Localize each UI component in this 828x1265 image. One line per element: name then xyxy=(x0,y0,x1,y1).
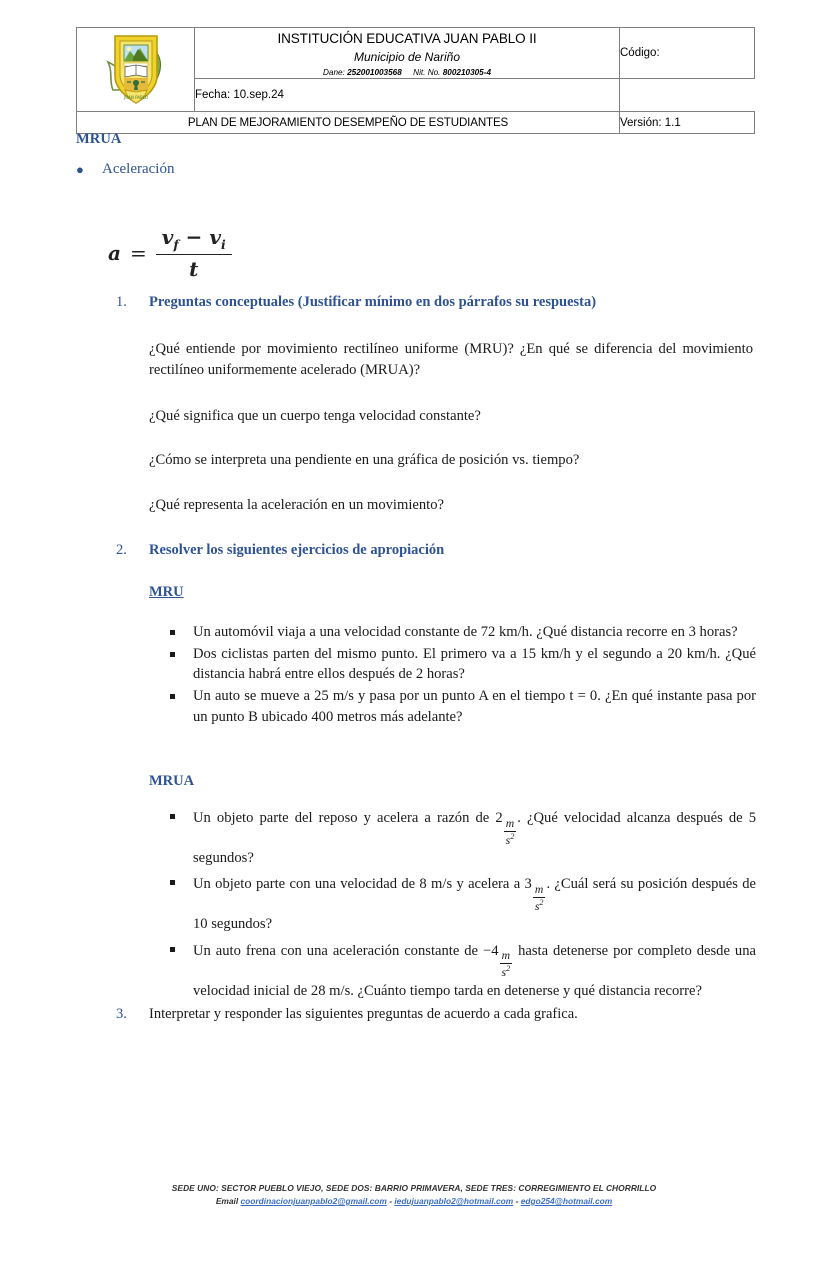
unit-denominator xyxy=(504,832,517,847)
svg-text:JUAN PABLO: JUAN PABLO xyxy=(123,94,148,100)
list-item xyxy=(168,872,756,937)
exercise-text-post: . ¿Qué velocidad alcanza después de 5 segundos? xyxy=(193,810,756,867)
institution-ids xyxy=(195,68,619,77)
list-item-3-number: 3. xyxy=(116,1006,127,1022)
dane-label: Dane: xyxy=(322,67,345,77)
list-item xyxy=(168,939,756,1004)
bullet-aceleracion-label: Aceleración xyxy=(102,161,175,177)
list-item-2-title: Resolver los siguientes ejercicios de apropiación xyxy=(149,542,445,558)
conceptual-question-1: ¿Qué entiende por movimiento rectilíneo uniforme (MRU)? ¿En qué se diferencia del movimiento rectilíneo uniformemente acelerado (MRUA)? xyxy=(149,341,753,378)
subheading-mru: MRU xyxy=(149,584,184,600)
formula-lhs: a xyxy=(108,241,121,265)
page-title: MRUA xyxy=(76,131,122,147)
bullet-dot-icon: ● xyxy=(76,161,84,177)
list-item-1-number: 1. xyxy=(116,294,127,310)
unit-denominator xyxy=(533,898,546,913)
nit-value: 800210305-4 xyxy=(442,67,492,77)
version-cell: Versión: 1.1 xyxy=(620,112,755,134)
fecha-cell: Fecha: 10.sep.24 xyxy=(195,79,620,112)
mru-exercise-list xyxy=(168,622,756,729)
footer-email-label: Email xyxy=(215,1196,239,1206)
unit-fraction xyxy=(504,818,517,846)
list-item: Un auto se mueve a 25 m/s y pasa por un punto A en el tiempo t = 0. ¿En qué instante pasa por un punto B ubicado 400 metros más adelante? xyxy=(168,686,756,727)
unit-den-exp: 2 xyxy=(506,964,511,974)
footer-email-1[interactable]: coordinacionjuanpablo2@gmail.com xyxy=(240,1196,387,1206)
unit-fraction xyxy=(500,950,513,978)
exercise-text-pre: Un objeto parte con una velocidad de 8 m/s y acelera a 3 xyxy=(193,876,532,893)
unit-den-base: s xyxy=(534,899,540,913)
exercise-text-post: hasta detenerse por completo desde una velocidad inicial de 28 m/s. ¿Cuánto tiempo tarda en detenerse y qué distancia recorre? xyxy=(193,942,756,999)
list-item-1-title: Preguntas conceptuales (Justificar mínimo en dos párrafos su respuesta) xyxy=(149,294,597,310)
unit-denominator xyxy=(500,964,513,979)
exercise-text-pre: Un objeto parte del reposo y acelera a razón de 2 xyxy=(193,810,503,826)
footer-email-2[interactable]: iedujuanpablo2@hotmail.com xyxy=(394,1196,514,1206)
list-item-2 xyxy=(116,541,756,561)
conceptual-question-3: ¿Cómo se interpreta una pendiente en una gráfica de posición vs. tiempo? xyxy=(149,452,580,468)
plan-title-cell: PLAN DE MEJORAMIENTO DESEMPEÑO DE ESTUDIANTES xyxy=(77,112,620,134)
list-item: Un automóvil viaja a una velocidad constante de 72 km/h. ¿Qué distancia recorre en 3 horas? xyxy=(168,622,756,643)
school-crest-icon xyxy=(105,32,167,108)
institution-name: INSTITUCIÓN EDUCATIVA JUAN PABLO II xyxy=(277,30,537,46)
unit-den-exp: 2 xyxy=(539,897,544,907)
conceptual-question-4: ¿Qué representa la aceleración en un movimiento? xyxy=(149,497,444,513)
subheading-mrua: MRUA xyxy=(149,773,195,789)
bullet-aceleracion xyxy=(76,161,476,178)
conceptual-question-2: ¿Qué significa que un cuerpo tenga velocidad constante? xyxy=(149,408,481,424)
exercise-text-pre: Un auto frena con una aceleración constante de −4 xyxy=(193,942,499,959)
unit-den-exp: 2 xyxy=(510,831,515,841)
dane-value: 252001003568 xyxy=(347,67,402,77)
list-item: Dos ciclistas parten del mismo punto. El primero va a 15 km/h y el segundo a 20 km/h. ¿Qué distancia habrá entre ellos después de 2 horas? xyxy=(168,644,756,685)
document-footer xyxy=(0,1183,828,1206)
formula-fraction xyxy=(156,225,232,281)
list-item-1 xyxy=(116,293,756,313)
formula-vi-sub: i xyxy=(221,237,226,252)
municipality-name: Municipio de Nariño xyxy=(353,49,461,64)
formula-denominator: t xyxy=(189,257,199,281)
footer-email-separator-1: - xyxy=(389,1196,392,1206)
footer-sedes: SEDE UNO: SECTOR PUEBLO VIEJO, SEDE DOS: BARRIO PRIMAVERA, SEDE TRES: CORREGIMIENTO EL CHORRILLO xyxy=(171,1183,657,1193)
formula-minus: − xyxy=(185,225,203,249)
footer-email-3[interactable]: edgo254@hotmail.com xyxy=(520,1196,613,1206)
nit-label: Nit. No. xyxy=(413,67,441,77)
mrua-exercise-list xyxy=(168,806,756,1005)
formula-vi: v xyxy=(209,225,222,249)
footer-emails xyxy=(0,1196,828,1206)
formula-vf: v xyxy=(161,225,174,249)
list-item-2-number: 2. xyxy=(116,542,127,558)
unit-den-base: s xyxy=(505,833,511,847)
list-item xyxy=(168,806,756,871)
list-item-3-title: Interpretar y responder las siguientes preguntas de acuerdo a cada grafica. xyxy=(149,1006,578,1022)
unit-fraction xyxy=(533,884,546,912)
acceleration-formula xyxy=(108,225,232,281)
codigo-cell: Código: xyxy=(620,28,755,79)
formula-vf-sub: f xyxy=(173,237,179,252)
unit-den-base: s xyxy=(501,965,507,979)
institution-title-cell xyxy=(195,28,620,79)
document-header-table xyxy=(76,27,755,134)
list-item-3 xyxy=(116,1005,756,1025)
unit-numerator: m xyxy=(501,949,511,963)
formula-numerator xyxy=(156,225,232,254)
unit-numerator: m xyxy=(534,883,544,897)
footer-email-separator-2: - xyxy=(515,1196,519,1206)
institution-logo-cell xyxy=(77,28,195,112)
unit-numerator: m xyxy=(505,816,515,830)
formula-equals: = xyxy=(129,241,147,265)
exercise-text-post: . ¿Cuál será su posición después de 10 segundos? xyxy=(193,876,756,933)
